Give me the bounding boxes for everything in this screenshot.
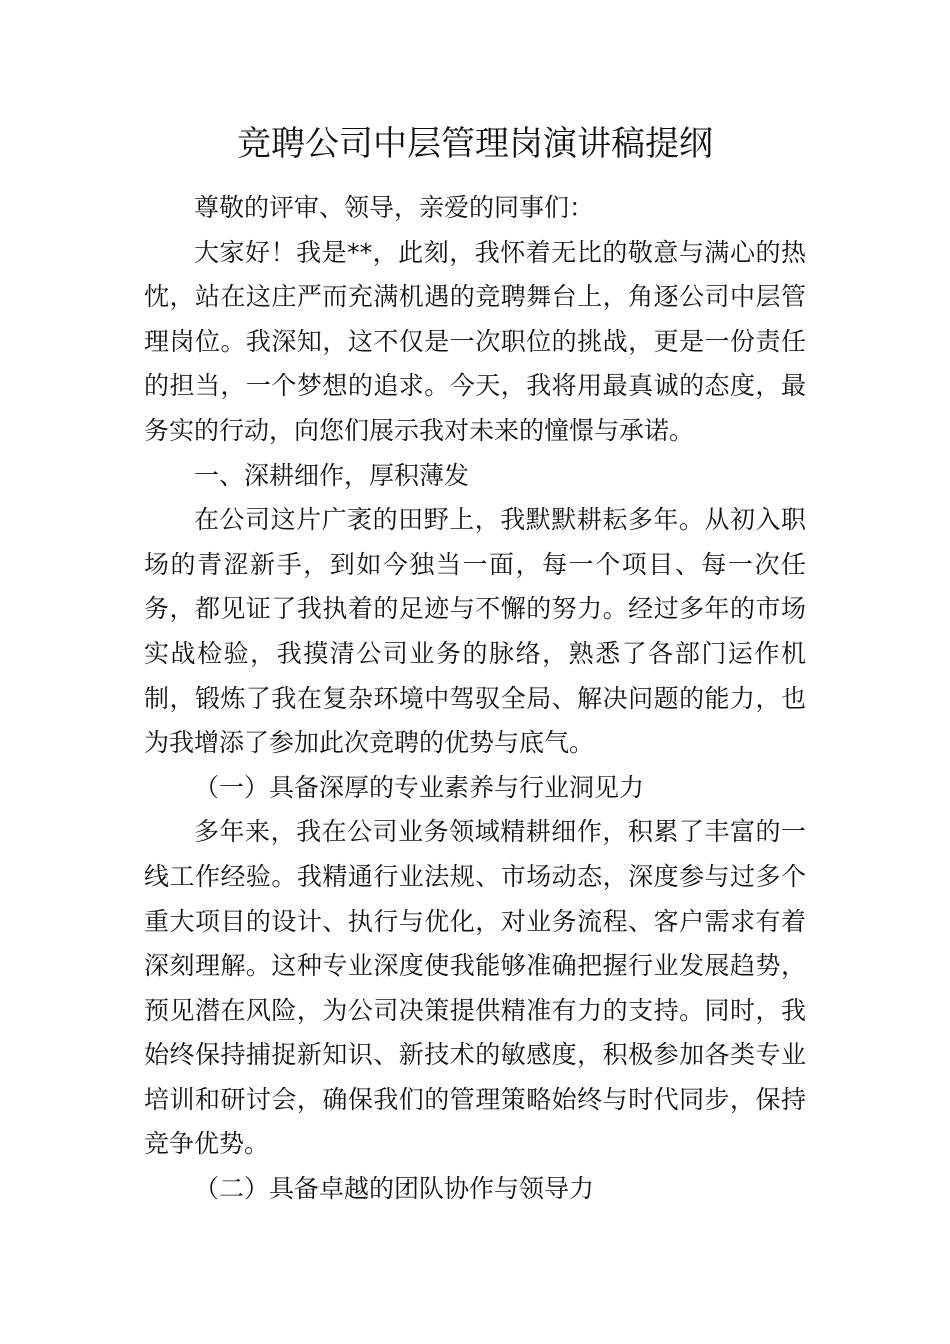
section-heading-1: 一、深耕细作，厚积薄发 bbox=[194, 460, 470, 490]
salutation: 尊敬的评审、领导，亲爱的同事们： bbox=[194, 193, 595, 222]
subsection-heading-2: （二）具备卓越的团队协作与领导力 bbox=[194, 1174, 595, 1204]
subsection-heading-1: （一）具备深厚的专业素养与行业洞见力 bbox=[194, 772, 645, 802]
document-body bbox=[144, 186, 806, 1212]
document-title: 竞聘公司中层管理岗演讲稿提纲 bbox=[237, 124, 713, 164]
opening-paragraph: 大家好！我是**，此刻，我怀着无比的敬意与满心的热忱，站在这庄严而充满机遇的竞聘舞台上，角逐公司中层管理岗位。我深知，这不仅是一次职位的挑战，更是一份责任的担当，一个梦想的追求。今天，我将用最真诚的态度，最务实的行动，向您们展示我对未来的憧憬与承诺。 bbox=[144, 237, 806, 445]
section-1-paragraph: 在公司这片广袤的田野上，我默默耕耘多年。从初入职场的青涩新手，到如今独当一面，每一个项目、每一次任务，都见证了我执着的足迹与不懈的努力。经过多年的市场实战检验，我摸清公司业务的脉络，熟悉了各部门运作机制，锻炼了我在复杂环境中驾驭全局、解决问题的能力，也为我增添了参加此次竞聘的优势与底气。 bbox=[144, 505, 806, 758]
subsection-1-paragraph: 多年来，我在公司业务领域精耕细作，积累了丰富的一线工作经验。我精通行业法规、市场动态，深度参与过多个重大项目的设计、执行与优化，对业务流程、客户需求有着深刻理解。这种专业深度使我能够准确把握行业发展趋势，预见潜在风险，为公司决策提供精准有力的支持。同时，我始终保持捕捉新知识、新技术的敏感度，积极参加各类专业培训和研讨会，确保我们的管理策略始终与时代同步，保持竞争优势。 bbox=[144, 817, 806, 1159]
